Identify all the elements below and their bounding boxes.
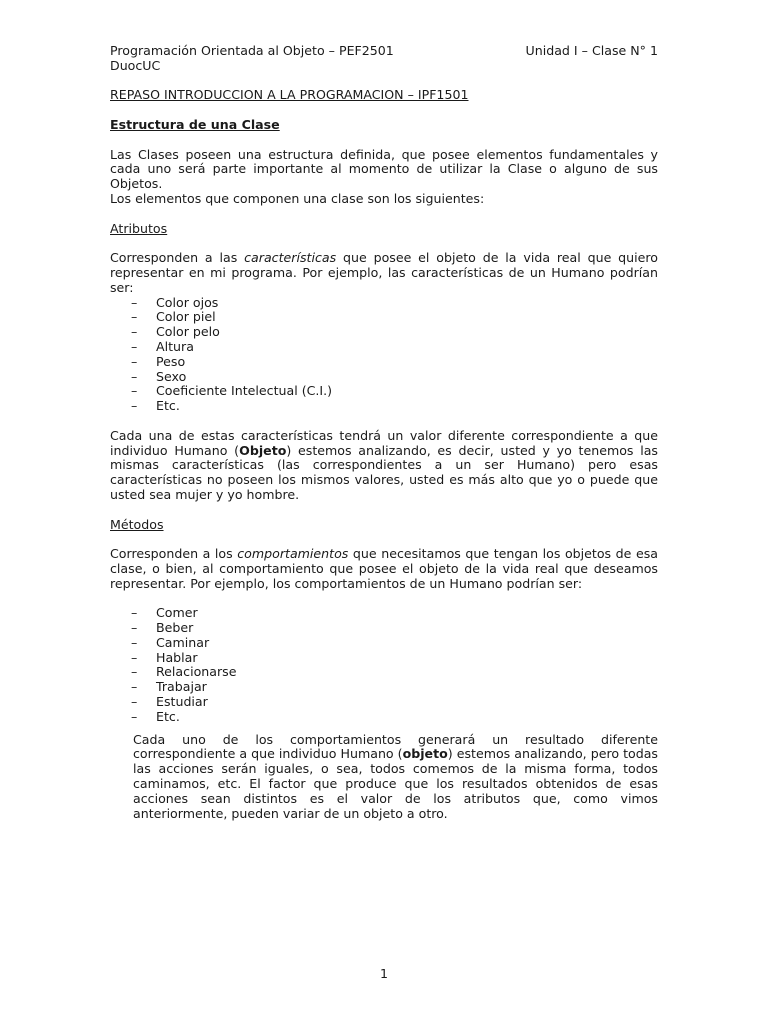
document-page bbox=[110, 44, 658, 821]
list-item: – Etc. bbox=[110, 399, 658, 414]
institution-name: DuocUC bbox=[110, 57, 161, 73]
metodos-emphasis: comportamientos bbox=[237, 546, 349, 562]
objeto-bold: objeto bbox=[402, 746, 448, 762]
list-item: – Estudiar bbox=[110, 695, 658, 710]
course-title: Programación Orientada al Objeto – PEF2501 bbox=[110, 43, 394, 58]
list-item: – Etc. bbox=[110, 710, 658, 725]
metodos-heading: Métodos bbox=[110, 516, 164, 532]
objeto-bold: Objeto bbox=[239, 442, 287, 458]
metodos-list bbox=[110, 606, 658, 724]
page-header bbox=[110, 44, 658, 59]
page-number: 1 bbox=[379, 966, 388, 981]
list-item: – Relacionarse bbox=[110, 665, 658, 680]
list-item: – Beber bbox=[110, 621, 658, 636]
atributos-emphasis: características bbox=[244, 250, 337, 266]
atributos-explanation: Cada una de estas características tendrá un valor diferente correspondiente a que individuo Humano (Objeto) estemos analizando, es decir, usted y yo tenemos las mismas características (las correspondientes a un ser Humano) pero esas características no poseen los mismos valores, usted es más alto que yo o puede que usted sea mujer y yo hombre. bbox=[110, 427, 658, 502]
intro-paragraph: Las Clases poseen una estructura definida, que posee elementos fundamentales y cada uno será parte importante al momento de utilizar la Clase o alguno de sus Objetos. bbox=[110, 146, 658, 192]
list-item: – Color ojos bbox=[110, 296, 658, 311]
list-item: – Sexo bbox=[110, 370, 658, 385]
list-item: – Peso bbox=[110, 355, 658, 370]
metodos-explanation: Cada uno de los comportamientos generará un resultado diferente correspondiente a que individuo Humano (objeto) estemos analizando, pero todas las acciones serán iguales, o sea, todos comemos de la misma forma, todos caminamos, etc. El factor que produce que los resultados obtenidos de esas acciones sean distintos es el valor de los atributos que, como vimos anteriormente, pueden variar de un objeto a otro. bbox=[133, 731, 658, 821]
list-item: – Altura bbox=[110, 340, 658, 355]
list-item: – Caminar bbox=[110, 636, 658, 651]
list-item: – Color piel bbox=[110, 310, 658, 325]
metodos-paragraph: Corresponden a los comportamientos que necesitamos que tengan los objetos de esa clase, o bien, al comportamiento que posee el objeto de la vida real que deseamos representar. Por ejemplo, los comportamientos de un Humano podrían ser: bbox=[110, 546, 659, 591]
intro-elements-line: Los elementos que componen una clase son los siguientes: bbox=[110, 190, 485, 206]
atributos-paragraph: Corresponden a las características que posee el objeto de la vida real que quiero representar en mi programa. Por ejemplo, las características de un Humano podrían ser: bbox=[110, 250, 659, 295]
list-item: – Coeficiente Intelectual (C.I.) bbox=[110, 384, 658, 399]
unit-label: Unidad I – Clase N° 1 bbox=[525, 43, 658, 58]
section-title: Estructura de una Clase bbox=[110, 116, 280, 132]
document-subtitle: REPASO INTRODUCCION A LA PROGRAMACION – IPF1501 bbox=[110, 87, 469, 103]
list-item: – Hablar bbox=[110, 651, 658, 666]
list-item: – Comer bbox=[110, 606, 658, 621]
atributos-heading: Atributos bbox=[110, 220, 168, 236]
list-item: – Color pelo bbox=[110, 325, 658, 340]
atributos-list bbox=[110, 296, 658, 414]
list-item: – Trabajar bbox=[110, 680, 658, 695]
